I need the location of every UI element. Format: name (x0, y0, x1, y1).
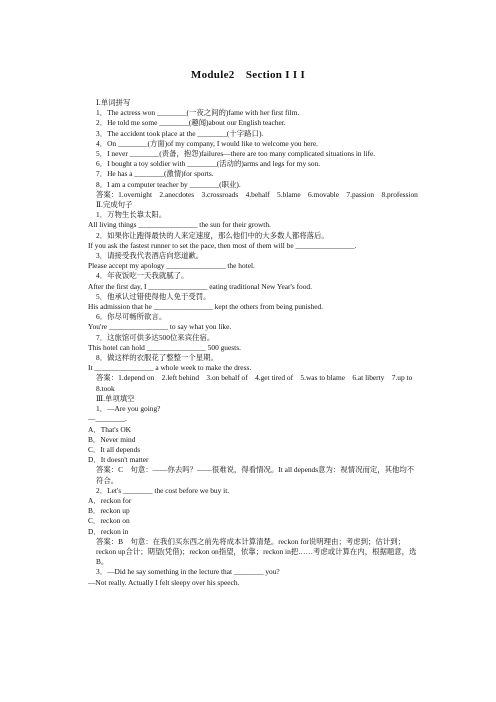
section-heading-word-spelling: Ⅰ.单词拼写 (96, 98, 131, 107)
option-item: D．reckon in (88, 526, 129, 536)
answer-text: 答案：1.overnight 2.anecdotes 3.crossroads 4.behalf 5.blame 6.movable 7.passion 8.profession (96, 189, 418, 199)
option-item: D．It doesn't matter (88, 455, 149, 465)
option-item: B．Never mind (88, 434, 136, 444)
question-item: It ________________ a whole week to make the dress. (88, 363, 252, 373)
option-item: B．reckon up (88, 506, 130, 516)
question-item: 7．这旅馆可供多达500位来宾住宿。 (96, 332, 215, 342)
page-title: Module2 Section I I I (190, 69, 306, 81)
question-item: 7．He has a ________(激情)for sports. (96, 169, 214, 179)
question-stem: 3．—Did he say something in the lecture that ________ you? (96, 567, 280, 577)
question-item: 5．他承认过错使得他人免于受罚。 (96, 291, 211, 301)
question-item: 6．I bought a toy soldier with ________(活动的)arms and legs for my son. (96, 159, 321, 169)
section-heading-multiple-choice: Ⅲ.单项填空 (96, 393, 135, 403)
question-item: His admission that he ________________ kept the others from being punished. (88, 302, 324, 312)
option-item: A．reckon for (88, 495, 132, 505)
question-item: 3．请接受我代表酒店向您道歉。 (96, 251, 204, 261)
question-item: 1．The actress won ________(一夜之间的)fame with her first film. (96, 108, 300, 118)
document-body (88, 98, 418, 588)
question-item: 5．I never ________(责备，抱怨)failures—there are too many complicated situations in life. (96, 149, 376, 159)
question-item: 8．做这样的衣服花了整整一个星期。 (96, 353, 218, 363)
option-item: C．It all depends (88, 444, 141, 454)
question-item: 1．万物生长靠太阳。 (96, 210, 167, 220)
question-stem: 2．Let's ________ the cost before we buy it. (96, 485, 230, 495)
option-item: C．reckon on (88, 516, 130, 526)
answer-text: 答案：1.depend on 2.left behind 3.on behalf of 4.get tired of 5.was to blame 6.at liberty 7.up to 8.took (96, 373, 420, 393)
question-item: Please accept my apology ________________ the hotel. (88, 261, 255, 271)
question-item: You're ________________ to say what you like. (88, 322, 232, 332)
question-item: All living things ________________ the sun for their growth. (88, 220, 271, 230)
question-item: 6．你尽可畅所欲言。 (96, 312, 167, 322)
answer-text: 答案：B 句意：在我们买东西之前先将成本计算清楚。reckon for说明理由；考虑到；估计到；reckon up合计；期望(凭借)；reckon on指望，依靠；reckon in把……考虑或计算在内，根据题意，选B。 (96, 536, 417, 567)
question-item: 2．如果你让跑得最快的人来定速度，那么他们中的大多数人都将落后。 (96, 230, 329, 240)
question-item: After the first day, I ________________ eating traditional New Year's food. (88, 281, 312, 291)
question-item: 8．I am a computer teacher by ________(职业). (96, 179, 241, 189)
section-heading-sentence-completion: Ⅱ.完成句子 (96, 200, 133, 210)
question-stem: —________. (88, 414, 127, 424)
question-item: 3．The accident took place at the ________(十字路口). (96, 128, 264, 138)
question-stem: —Not really. Actually I felt sleepy over his speech. (88, 577, 240, 587)
question-item: This hotel can hold ________________ 500 guests. (88, 342, 241, 352)
question-item: If you ask the fastest runner to set the pace, then most of them will be ________________. (88, 240, 357, 250)
question-item: 4．年夜饭吃一天我就腻了。 (96, 271, 189, 281)
option-item: A．That's OK (88, 424, 132, 434)
question-stem: 1．—Are you going? (96, 404, 161, 414)
question-item: 2．He told me some ________(趣闻)about our English teacher. (96, 118, 286, 128)
answer-text: 答案：C 句意：——你去吗？——很难说，得看情况。It all depends意为：视情况而定，其他均不符合。 (96, 465, 415, 485)
question-item: 4．On ________(方面)of my company, I would like to welcome you here. (96, 138, 319, 148)
